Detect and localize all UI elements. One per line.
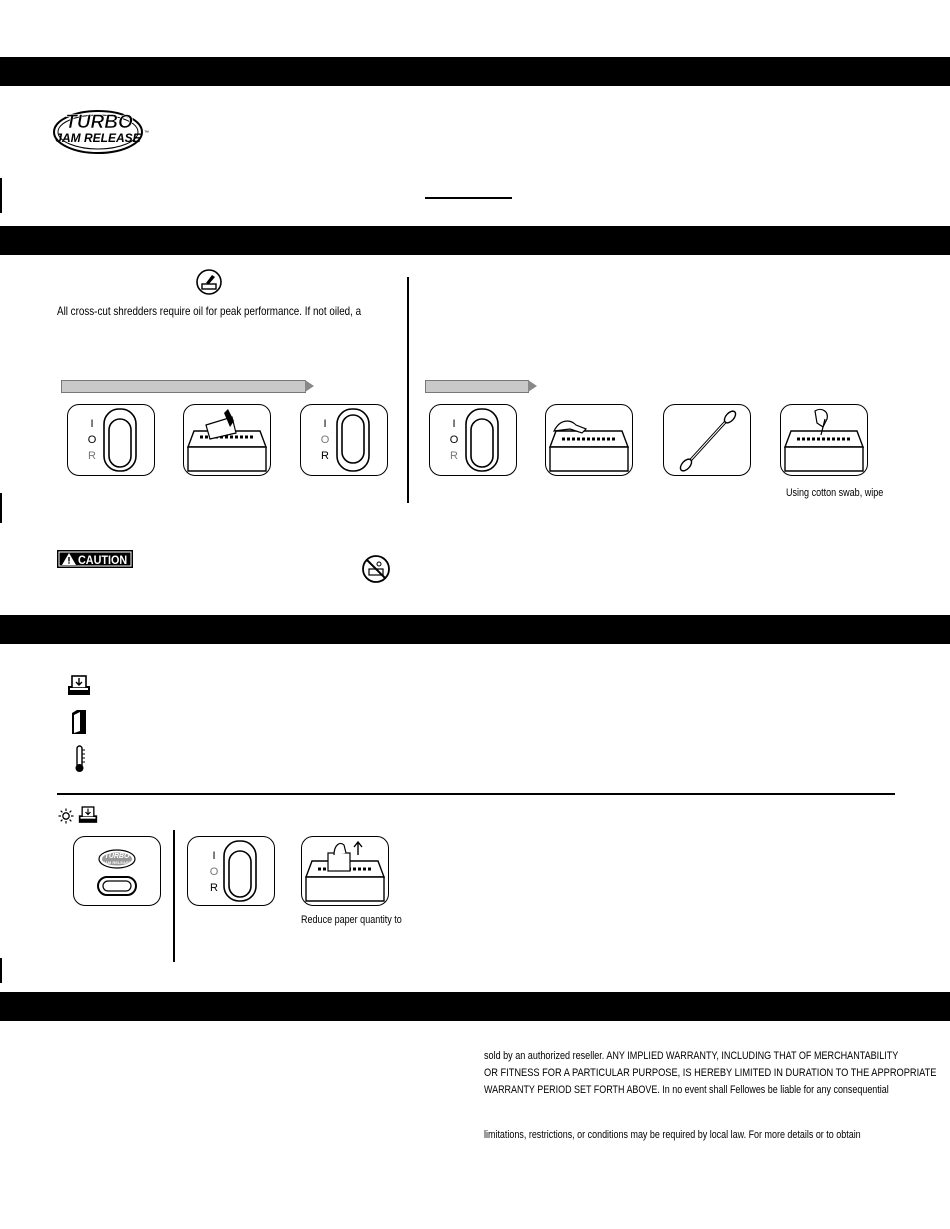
- turbo-jam-release-logo-icon: [52, 106, 152, 156]
- power-switch-panel: [67, 404, 155, 476]
- column-divider: [173, 830, 175, 962]
- svg-text:I: I: [323, 418, 327, 430]
- cotton-swab-icon: [664, 405, 750, 475]
- door-open-icon: [71, 709, 87, 735]
- power-switch-icon: [68, 405, 154, 475]
- svg-text:I: I: [452, 418, 456, 430]
- section-header-band: [0, 226, 950, 255]
- paper-removal-icon: [302, 837, 388, 905]
- svg-text:JAM RELEASE: JAM RELEASE: [102, 860, 132, 865]
- section-header-band: [0, 615, 950, 644]
- svg-text:R: R: [210, 882, 218, 894]
- warranty-line: WARRANTY PERIOD SET FORTH ABOVE. In no event shall Fellowes be liable for any consequential: [484, 1084, 889, 1096]
- svg-text:I: I: [90, 418, 94, 430]
- sensor-cleaning-icon: [781, 405, 867, 475]
- paper-removal-panel: [301, 836, 389, 906]
- sensor-steps-arrow: [425, 380, 529, 393]
- section-header-band: [0, 992, 950, 1021]
- page-edge-mark: [0, 178, 2, 213]
- logo-line1: TURBO: [65, 112, 133, 133]
- svg-text:O: O: [449, 434, 459, 446]
- shredder-hand-panel: [545, 404, 633, 476]
- bin-full-icon: [78, 805, 98, 824]
- shredder-feed-panel: [183, 404, 271, 476]
- logo-line2: JAM RELEASE: [55, 131, 141, 145]
- svg-text:TURBO: TURBO: [104, 853, 130, 860]
- page-edge-mark: [0, 493, 2, 523]
- svg-text:R: R: [88, 450, 96, 462]
- turbo-button-panel: [73, 836, 161, 906]
- svg-text:O: O: [209, 866, 219, 878]
- cotton-swab-panel: [663, 404, 751, 476]
- sun-indicator-icon: [58, 808, 74, 824]
- power-switch-panel: [300, 404, 388, 476]
- oiling-intro-text: All cross-cut shredders require oil for peak performance. If not oiled, a: [57, 304, 362, 318]
- logo-tm: ™: [144, 130, 149, 136]
- power-switch-icon: [301, 405, 387, 475]
- caution-label-icon: [57, 550, 133, 568]
- caution-text: CAUTION: [78, 554, 128, 568]
- shredder-feeding-icon: [546, 405, 632, 475]
- warranty-line: OR FITNESS FOR A PARTICULAR PURPOSE, IS HEREBY LIMITED IN DURATION TO THE APPROPRIATE: [484, 1067, 937, 1079]
- power-switch-panel: [429, 404, 517, 476]
- underline-stub: [425, 197, 512, 199]
- shredder-feeding-icon: [184, 405, 270, 475]
- sensor-cleaning-panel: [780, 404, 868, 476]
- section-header-band: [0, 57, 950, 86]
- svg-text:I: I: [212, 850, 216, 862]
- jam-caption: Reduce paper quantity to: [301, 914, 402, 926]
- column-divider: [407, 277, 409, 503]
- sensor-caption: Using cotton swab, wipe: [786, 487, 884, 499]
- warranty-line: sold by an authorized reseller. ANY IMPLIED WARRANTY, INCLUDING THAT OF MERCHANTABILITY: [484, 1050, 899, 1062]
- turbo-button-icon: [74, 837, 160, 905]
- svg-text:R: R: [321, 450, 329, 462]
- power-switch-panel: [187, 836, 275, 906]
- warranty-text-block: [484, 1048, 937, 1099]
- svg-text:O: O: [87, 434, 97, 446]
- svg-text:R: R: [450, 450, 458, 462]
- bin-full-icon: [67, 674, 91, 696]
- svg-text:O: O: [320, 434, 330, 446]
- section-divider: [57, 793, 895, 795]
- power-switch-icon: [430, 405, 516, 475]
- oiling-steps-arrow: [61, 380, 306, 393]
- no-aerosol-icon: [361, 554, 391, 584]
- oil-shredder-icon: [196, 269, 222, 295]
- page-edge-mark: [0, 958, 2, 983]
- warranty-line: limitations, restrictions, or conditions may be required by local law. For more details or to obtain: [484, 1129, 861, 1141]
- power-switch-icon: [188, 837, 274, 905]
- overheat-thermometer-icon: [74, 745, 86, 773]
